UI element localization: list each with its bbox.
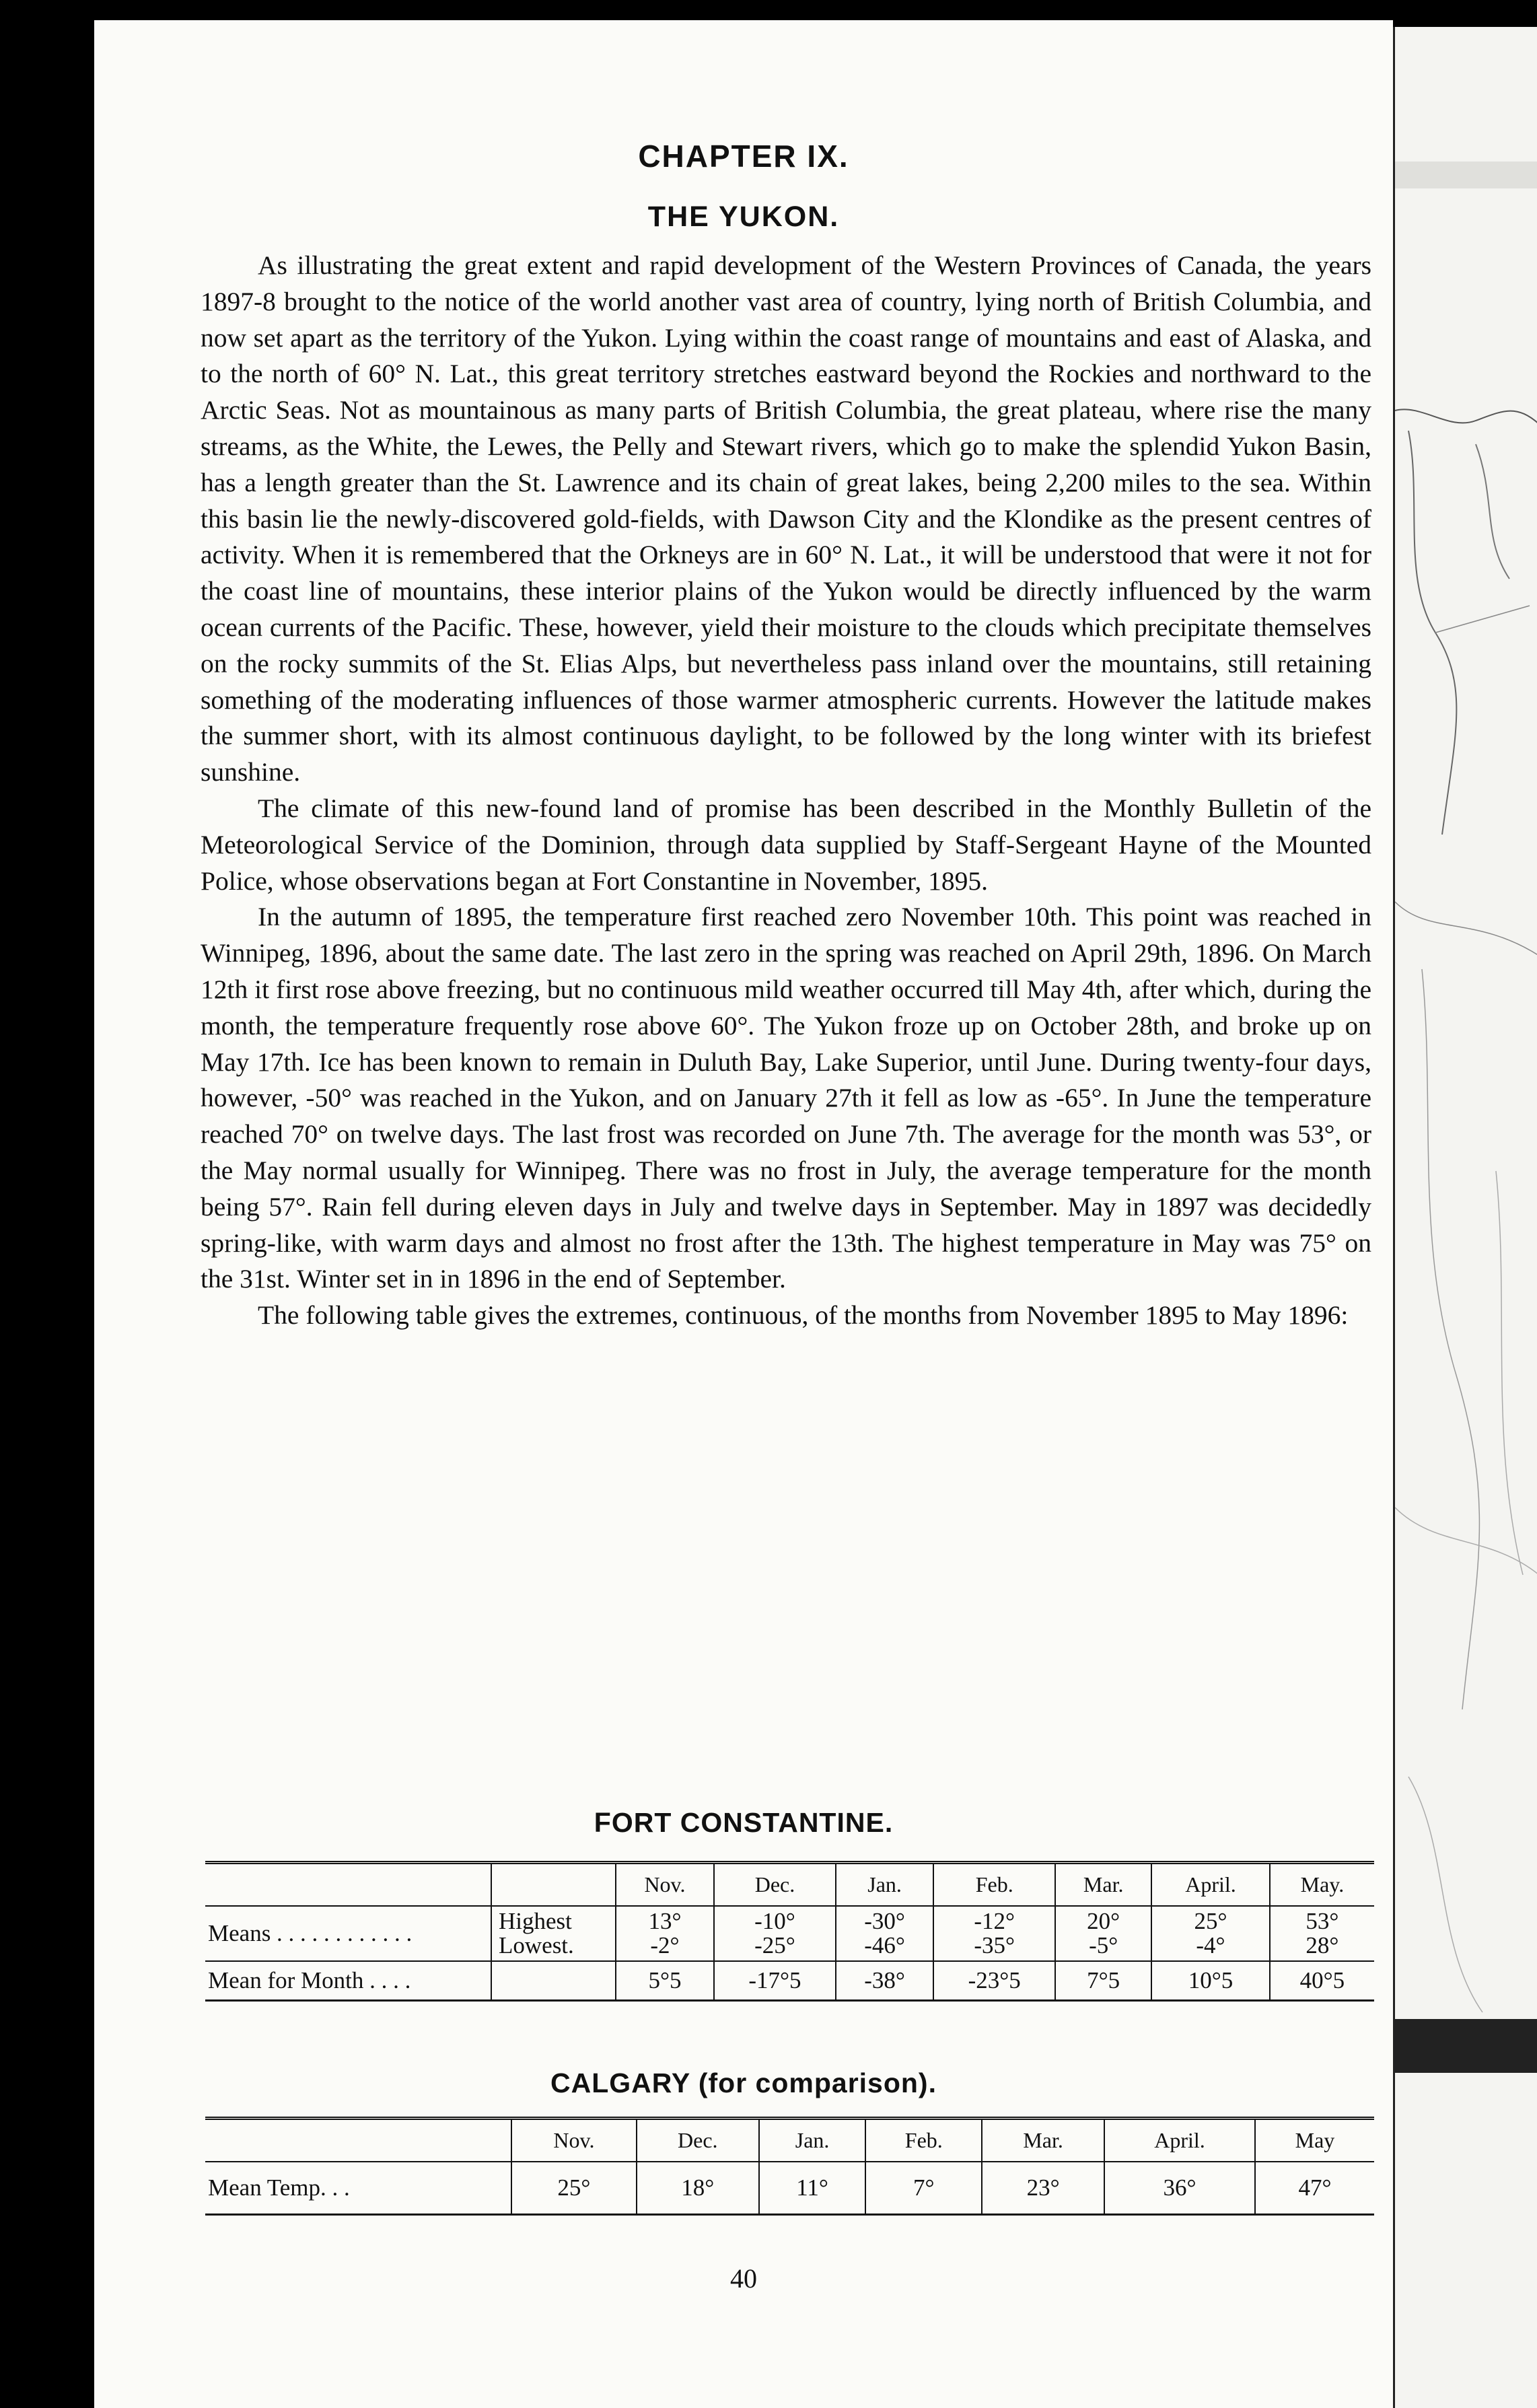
lowest-value: 28° [1306, 1932, 1339, 1958]
table-header-month: Mar. [1055, 1863, 1151, 1907]
table-header-row [205, 1863, 1374, 1907]
lowest-value: -4° [1196, 1932, 1225, 1958]
body-text [201, 248, 1371, 1334]
mean-value: -17°5 [714, 1961, 836, 2001]
table-cell [491, 1961, 616, 2001]
highest-value: 20° [1087, 1908, 1120, 1934]
lowest-value: -35° [974, 1932, 1015, 1958]
highest-value: 25° [1194, 1908, 1227, 1934]
fort-constantine-table-title: FORT CONSTANTINE. [594, 1807, 894, 1838]
table-cell: 7° [865, 2162, 982, 2215]
mean-for-month-label: Mean for Month . . . . [205, 1961, 491, 2001]
table-header-month: Feb. [865, 2119, 982, 2162]
highest-value: -30° [864, 1908, 905, 1934]
paragraph: The climate of this new-found land of promise has been described in the Monthly Bulletin of the Meteorological Service of the Dominion, through data supplied by Staff-Sergeant Hayne of the Mounted Police, whose observations began at Fort Constantine in November, 1895. [201, 793, 1371, 896]
table-header-month: May [1255, 2119, 1374, 2162]
table-header-month: Dec. [637, 2119, 759, 2162]
table-header-month: Dec. [714, 1863, 836, 1907]
highest-value: -10° [754, 1908, 795, 1934]
lowest-label: Lowest. [499, 1932, 574, 1958]
highest-label: Highest [499, 1908, 572, 1934]
mean-value: -23°5 [933, 1961, 1055, 2001]
table-cell: 11° [759, 2162, 866, 2215]
mean-value: 5°5 [616, 1961, 714, 2001]
table-cell: 23° [982, 2162, 1104, 2215]
mean-value: 10°5 [1151, 1961, 1270, 2001]
table-cell [1055, 1906, 1151, 1961]
lowest-value: -2° [650, 1932, 680, 1958]
means-label: Means . . . . . . . . . . . . [208, 1920, 413, 1946]
mean-value: 40°5 [1270, 1961, 1374, 2001]
map-fragment-lines [1395, 27, 1537, 2408]
paragraph: The following table gives the extremes, continuous, of the months from November 1895 to May 1896: [258, 1300, 1349, 1331]
lowest-value: -46° [864, 1932, 905, 1958]
table-header-row [205, 2119, 1374, 2162]
table-header-month: Nov. [511, 2119, 637, 2162]
document-page [94, 20, 1393, 2408]
table-cell [714, 1906, 836, 1961]
table-cell [836, 1906, 933, 1961]
table-cell [933, 1906, 1055, 1961]
table-header-month: Jan. [836, 1863, 933, 1907]
table-header-month: Jan. [759, 2119, 866, 2162]
lowest-value: -5° [1089, 1932, 1118, 1958]
table-cell: 36° [1104, 2162, 1255, 2215]
chapter-title: CHAPTER IX. [638, 139, 849, 174]
table-cell [1270, 1906, 1374, 1961]
table-header-blank [491, 1863, 616, 1907]
page-number: 40 [730, 2263, 757, 2294]
highest-value: 53° [1306, 1908, 1339, 1934]
table-header-month: May. [1270, 1863, 1374, 1907]
table-header-month: Feb. [933, 1863, 1055, 1907]
table-row [205, 2162, 1374, 2215]
table-cell [1151, 1906, 1270, 1961]
table-row [205, 1961, 1374, 2001]
table-header-blank [205, 1863, 491, 1907]
paragraph: In the autumn of 1895, the temperature first reached zero November 10th. This point was reached in Winnipeg, 1896, about the same date. The last zero in the spring was reached on April 29th, 1896. On March 12th it first rose above freezing, but no continuous mild weather occurred till May 4th, after which, during the month, the temperature frequently rose above 60°. The Yukon froze up on October 28th, and broke up on May 17th. Ice has been known to remain in Duluth Bay, Lake Superior, until June. During twenty-four days, however, -50° was reached in the Yukon, and on January 27th it fell as low as -65°. In June the temperature reached 70° on twelve days. The last frost was recorded on June 7th. The average for the month was 53°, or the May normal usually for Winnipeg. There was no frost in July, the average temperature for the month being 57°. Rain fell during eleven days in July and twelve days in September. May in 1897 was decidedly spring-like, with warm days and almost no frost after the 13th. The highest temperature in May was 75° on the 31st. Winter set in in 1896 in the end of September. [201, 902, 1371, 1294]
paragraph: As illustrating the great extent and rapid development of the Western Provinces of Canada, the years 1897-8 brought to the notice of the world another vast area of country, lying north of British Columbia, and now set apart as the territory of the Yukon. Lying within the coast range of mountains and east of Alaska, and to the north of 60° N. Lat., this great territory stretches eastward beyond the Rockies and northward to the Arctic Seas. Not as mountainous as many parts of British Columbia, the great plateau, where rise the many streams, as the White, the Lewes, the Pelly and Stewart rivers, which go to make the splendid Yukon Basin, has a length greater than the St. Lawrence and its chain of great lakes, being 2,200 miles to the sea. Within this basin lie the newly-discovered gold-fields, with Dawson City and the Klondike as the present centres of activity. When it is remembered that the Orkneys are in 60° N. Lat., it will be understood that were it not for the coast line of mountains, these interior plains of the Yukon would be directly influenced by the warm ocean currents of the Pacific. These, however, yield their moisture to the clouds which precipitate themselves on the rocky summits of the St. Elias Alps, but nevertheless pass inland over the mountains, still retaining something of the moderating influences of those warmer atmospheric currents. However the latitude makes the summer short, with its almost continuous daylight, to be followed by the long winter with its briefest sunshine. [201, 250, 1371, 787]
table-header-month: Nov. [616, 1863, 714, 1907]
table-header-month: April. [1104, 2119, 1255, 2162]
calgary-table [205, 2117, 1374, 2216]
mean-value: -38° [836, 1961, 933, 2001]
highest-value: 13° [648, 1908, 682, 1934]
fort-constantine-table [205, 1861, 1374, 2002]
folded-map-edge [1393, 27, 1537, 2408]
table-cell: 18° [637, 2162, 759, 2215]
table-header-month: Mar. [982, 2119, 1104, 2162]
table-cell: 47° [1255, 2162, 1374, 2215]
lowest-value: -25° [754, 1932, 795, 1958]
high-low-labels [491, 1906, 616, 1961]
highest-value: -12° [974, 1908, 1015, 1934]
mean-value: 7°5 [1055, 1961, 1151, 2001]
table-header-blank [205, 2119, 511, 2162]
table-row [205, 1906, 1374, 1961]
calgary-table-title: CALGARY (for comparison). [550, 2067, 937, 2098]
table-header-month: April. [1151, 1863, 1270, 1907]
mean-temp-label: Mean Temp. . . [208, 2174, 350, 2201]
chapter-subtitle: THE YUKON. [647, 201, 840, 233]
table-cell [616, 1906, 714, 1961]
table-cell: 25° [511, 2162, 637, 2215]
